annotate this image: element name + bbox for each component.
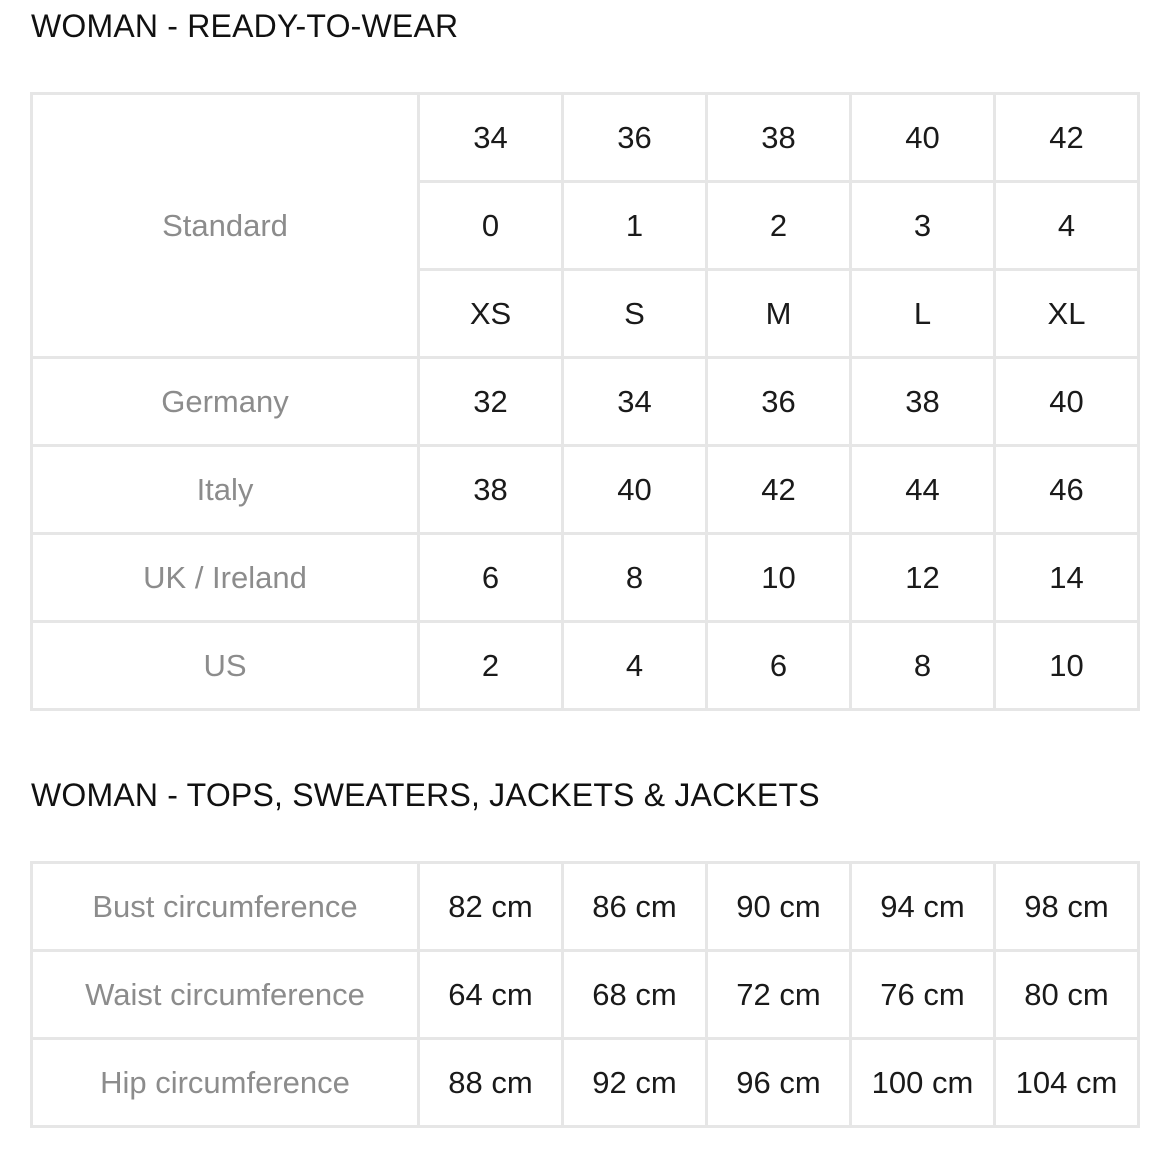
table-cell: XL bbox=[995, 270, 1139, 358]
table-cell: 6 bbox=[419, 534, 563, 622]
table-row bbox=[32, 534, 1139, 622]
table-cell: 104 cm bbox=[995, 1039, 1139, 1127]
table-row bbox=[32, 622, 1139, 710]
tops-sweaters-jackets-title: WOMAN - TOPS, SWEATERS, JACKETS & JACKETS bbox=[31, 777, 820, 813]
table-row bbox=[32, 358, 1139, 446]
table-cell: 38 bbox=[851, 358, 995, 446]
row-label-us: US bbox=[32, 622, 419, 710]
table-cell: XS bbox=[419, 270, 563, 358]
table-cell: 10 bbox=[995, 622, 1139, 710]
table-cell: 86 cm bbox=[563, 863, 707, 951]
table-cell: 92 cm bbox=[563, 1039, 707, 1127]
table-row bbox=[32, 1039, 1139, 1127]
table-cell: 6 bbox=[707, 622, 851, 710]
table-cell: 36 bbox=[563, 94, 707, 182]
table-row bbox=[32, 94, 1139, 182]
table-cell: 4 bbox=[995, 182, 1139, 270]
table-cell: 38 bbox=[707, 94, 851, 182]
table-cell: 94 cm bbox=[851, 863, 995, 951]
table-cell: 88 cm bbox=[419, 1039, 563, 1127]
table-cell: 82 cm bbox=[419, 863, 563, 951]
table-cell: 12 bbox=[851, 534, 995, 622]
table-cell: S bbox=[563, 270, 707, 358]
table-row bbox=[32, 951, 1139, 1039]
table-cell: 40 bbox=[851, 94, 995, 182]
table-cell: 38 bbox=[419, 446, 563, 534]
table-cell: 3 bbox=[851, 182, 995, 270]
tops-measurements-table bbox=[30, 861, 1140, 1128]
table-cell: 98 cm bbox=[995, 863, 1139, 951]
table-cell: 36 bbox=[707, 358, 851, 446]
row-label-bust-circumference: Bust circumference bbox=[32, 863, 419, 951]
table-cell: 0 bbox=[419, 182, 563, 270]
table-cell: 1 bbox=[563, 182, 707, 270]
row-label-waist-circumference: Waist circumference bbox=[32, 951, 419, 1039]
table-cell: 90 cm bbox=[707, 863, 851, 951]
table-row bbox=[32, 863, 1139, 951]
table-cell: 34 bbox=[563, 358, 707, 446]
table-cell: 42 bbox=[707, 446, 851, 534]
table-row bbox=[32, 446, 1139, 534]
table-cell: 4 bbox=[563, 622, 707, 710]
table-cell: M bbox=[707, 270, 851, 358]
table-cell: 2 bbox=[707, 182, 851, 270]
row-label-hip-circumference: Hip circumference bbox=[32, 1039, 419, 1127]
table-cell: L bbox=[851, 270, 995, 358]
table-cell: 14 bbox=[995, 534, 1139, 622]
table-cell: 34 bbox=[419, 94, 563, 182]
table-cell: 100 cm bbox=[851, 1039, 995, 1127]
table-cell: 42 bbox=[995, 94, 1139, 182]
table-cell: 40 bbox=[995, 358, 1139, 446]
table-cell: 80 cm bbox=[995, 951, 1139, 1039]
table-cell: 2 bbox=[419, 622, 563, 710]
table-cell: 8 bbox=[563, 534, 707, 622]
table-cell: 8 bbox=[851, 622, 995, 710]
table-cell: 10 bbox=[707, 534, 851, 622]
row-label-standard: Standard bbox=[32, 94, 419, 358]
row-label-germany: Germany bbox=[32, 358, 419, 446]
table-cell: 44 bbox=[851, 446, 995, 534]
table-cell: 68 cm bbox=[563, 951, 707, 1039]
table-cell: 64 cm bbox=[419, 951, 563, 1039]
ready-to-wear-size-table bbox=[30, 92, 1140, 711]
ready-to-wear-title: WOMAN - READY-TO-WEAR bbox=[31, 8, 459, 44]
table-cell: 96 cm bbox=[707, 1039, 851, 1127]
table-cell: 46 bbox=[995, 446, 1139, 534]
table-cell: 76 cm bbox=[851, 951, 995, 1039]
table-cell: 40 bbox=[563, 446, 707, 534]
row-label-italy: Italy bbox=[32, 446, 419, 534]
table-cell: 72 cm bbox=[707, 951, 851, 1039]
row-label-uk-ireland: UK / Ireland bbox=[32, 534, 419, 622]
table-cell: 32 bbox=[419, 358, 563, 446]
